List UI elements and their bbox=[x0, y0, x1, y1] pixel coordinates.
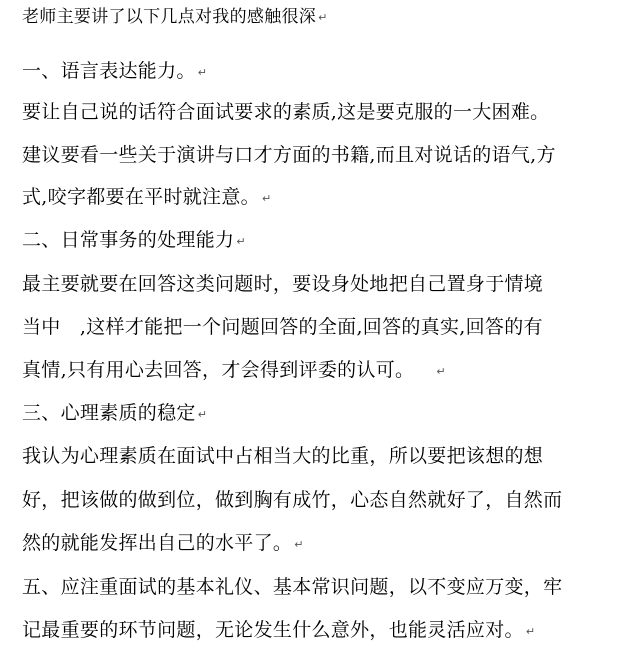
paragraph-mark-icon: ↵ bbox=[294, 538, 304, 551]
heading-psychological-quality bbox=[22, 401, 207, 427]
line-text: 当中 ,这样才能把一个问题回答的全面,回答的真实,回答的有 bbox=[22, 316, 543, 338]
paragraph-mark-icon: ↵ bbox=[525, 625, 536, 638]
paragraph-mark-icon: ↵ bbox=[197, 408, 208, 421]
line-text: 然的就能发挥出自己的水平了。 bbox=[22, 532, 293, 554]
line-text: 最主要就要在回答这类问题时，要设身处地把自己置身于情境 bbox=[22, 273, 544, 295]
line-text: 三、心理素质的稳定 bbox=[22, 402, 196, 424]
text-line bbox=[22, 100, 549, 124]
heading-daily-affairs bbox=[22, 228, 246, 254]
text-line bbox=[22, 315, 543, 339]
text-line bbox=[22, 618, 535, 644]
line-text: 好，把该做的做到位，做到胸有成竹，心态自然就好了，自然而 bbox=[22, 489, 563, 511]
line-text: 二、日常事务的处理能力 bbox=[22, 229, 235, 251]
line-text: 五、应注重面试的基本礼仪、基本常识问题，以不变应万变，牢 bbox=[22, 576, 563, 598]
line-text: 老师主要讲了以下几点对我的感触很深 bbox=[22, 7, 317, 27]
paragraph-mark-icon: ↵ bbox=[236, 235, 246, 248]
text-line bbox=[22, 185, 271, 211]
heading-language-expression bbox=[22, 59, 207, 85]
paragraph-mark-icon: ↵ bbox=[436, 365, 446, 378]
text-line bbox=[22, 575, 562, 599]
line-text: 建议要看一些关于演讲与口才方面的书籍,而且对说话的语气,方 bbox=[22, 144, 556, 166]
paragraph-mark-icon: ↵ bbox=[261, 192, 272, 205]
paragraph-mark-icon: ↵ bbox=[318, 11, 328, 24]
intro-line bbox=[22, 5, 328, 30]
text-line bbox=[22, 488, 562, 512]
line-text: 要让自己说的话符合面试要求的素质,这是要克服的一大困难。 bbox=[22, 101, 550, 123]
text-line bbox=[22, 444, 543, 468]
paragraph-mark-icon: ↵ bbox=[197, 66, 208, 79]
text-line bbox=[22, 143, 556, 167]
line-text: 真情,只有用心去回答，才会得到评委的认可。 bbox=[22, 359, 415, 381]
text-line bbox=[22, 272, 543, 296]
line-text: 式,咬字都要在平时就注意。 bbox=[22, 186, 260, 208]
line-text: 一、语言表达能力。 bbox=[22, 60, 196, 82]
line-text: 记最重要的环节问题，无论发生什么意外，也能灵活应对。 bbox=[22, 619, 524, 641]
text-line bbox=[22, 531, 304, 557]
line-text: 我认为心理素质在面试中占相当大的比重，所以要把该想的想 bbox=[22, 445, 544, 467]
text-line bbox=[22, 358, 446, 384]
